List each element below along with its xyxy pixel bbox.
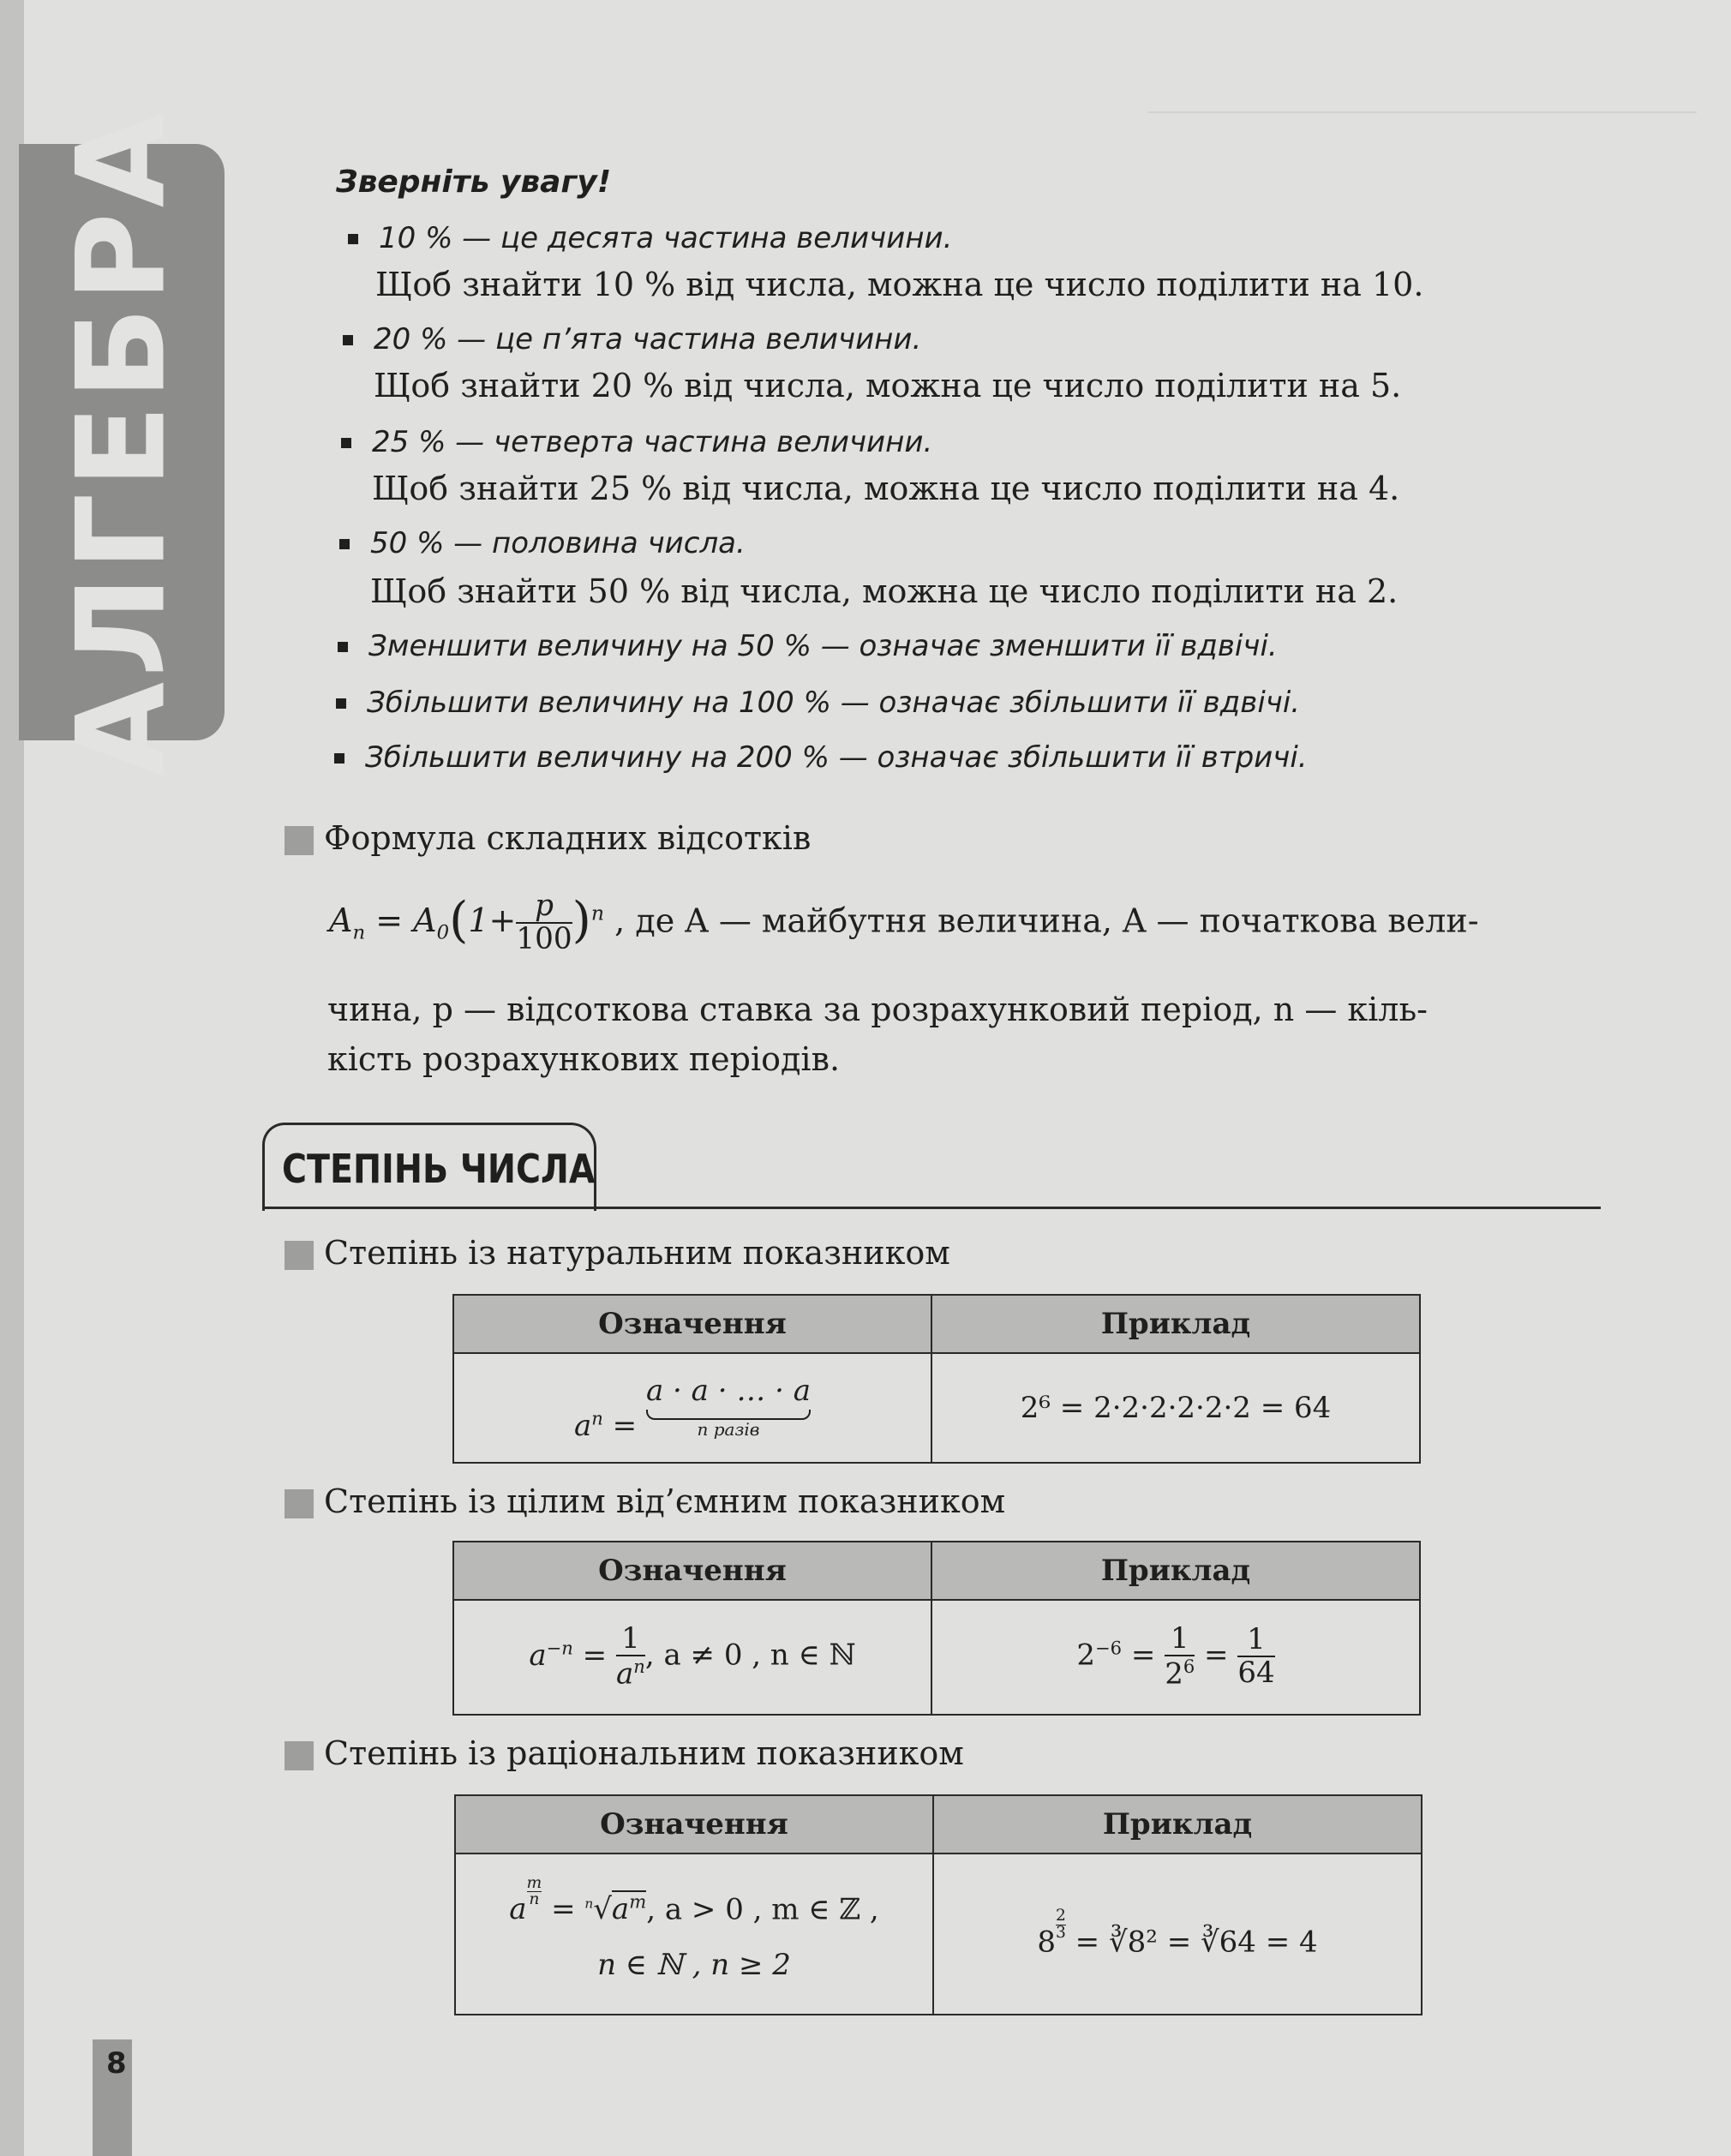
tip-50-percent: Щоб знайти 50 % від числа, можна це число поділити на 2. [370, 572, 1399, 610]
heading-marker [285, 1241, 314, 1270]
col-example: Приклад [931, 1542, 1420, 1600]
col-definition: Означення [453, 1542, 931, 1600]
heading-marker [285, 1741, 314, 1770]
natural-table [452, 1294, 1421, 1464]
rational-definition: a $\frac{m}{n} = ^n√a^m$, a > 0 , m ∈ ℤ , n ∈ ℕ , n ≥ 2 [455, 1854, 933, 2015]
rational-example-cell: 8 $\frac{2}{3}$ = ∛8² = ∛64 = 4 [933, 1854, 1422, 2015]
section-title: СТЕПІНЬ ЧИСЛА [282, 1146, 596, 1192]
section-header [262, 1123, 596, 1211]
note-decrease-50: Зменшити величину на 50 % — означає зменшити її вдвічі. [368, 629, 1278, 663]
rational-heading: Степінь із раціональним показником [324, 1734, 964, 1772]
note-increase-100: Збільшити величину на 100 % — означає збільшити її вдвічі. [367, 686, 1301, 720]
note-25-percent: 25 % — четверта частина величини. [372, 425, 933, 459]
heading-marker [285, 1489, 314, 1518]
note-50-percent: 50 % — половина числа. [370, 526, 746, 560]
rational-table [454, 1794, 1423, 2015]
negative-condition: , a ≠ 0 , n ∈ ℕ [644, 1638, 856, 1673]
compound-formula-line [329, 891, 1479, 956]
natural-heading: Степінь із натуральним показником [324, 1234, 950, 1272]
note-10-percent: 10 % — це десята частина величини. [379, 221, 953, 255]
heading-marker [285, 826, 314, 855]
compound-heading: Формула складних відсотків [324, 819, 812, 857]
bleed-through [1148, 111, 1697, 284]
compound-line3: кість розрахункових періодів. [327, 1040, 841, 1078]
col-definition: Означення [455, 1795, 933, 1854]
col-example: Приклад [931, 1295, 1420, 1353]
side-tab [19, 108, 225, 776]
section-rule [262, 1207, 1601, 1209]
tip-10-percent: Щоб знайти 10 % від числа, можна це число поділити на 10. [375, 266, 1424, 303]
page-number: 8 [106, 2046, 127, 2081]
col-example: Приклад [933, 1795, 1422, 1854]
tip-20-percent: Щоб знайти 20 % від числа, можна це число поділити на 5. [374, 367, 1402, 404]
note-20-percent: 20 % — це п’ята частина величини. [374, 322, 922, 356]
tip-25-percent: Щоб знайти 25 % від числа, можна це число поділити на 4. [372, 470, 1400, 507]
brace-label: n разів [697, 1418, 760, 1440]
compound-line2: чина, p — відсоткова ставка за розрахунковий період, n — кіль- [327, 991, 1428, 1028]
formula: $A_n = A_0(1+$ $\frac{p}{100}$ )$^n$ [329, 889, 605, 956]
note-increase-200: Збільшити величину на 200 % — означає збільшити її втричі. [365, 740, 1308, 775]
compound-line1-text: , де A — майбутня величина, A — початкова вели- [614, 901, 1479, 940]
col-definition: Означення [453, 1295, 931, 1353]
attention-title: Зверніть увагу! [336, 165, 612, 200]
rational-condition-1: , a > 0 , m ∈ ℤ , [646, 1892, 879, 1927]
negative-example: $2^{-6}$ = $\frac{1}{2^6}$ = $\frac{1}{64}$ [931, 1600, 1420, 1715]
natural-example: 2⁶ = 2·2·2·2·2·2 = 64 [931, 1353, 1420, 1463]
negative-table [452, 1541, 1421, 1716]
rational-condition-2: n ∈ ℕ , n ≥ 2 [597, 1947, 791, 1982]
natural-definition: $a^n = a \cdot a$ · … · a n разів [453, 1353, 931, 1463]
rational-example: = ∛8² = ∛64 = 4 [1075, 1925, 1318, 1960]
negative-heading: Степінь із цілим від’ємним показником [324, 1482, 1006, 1520]
negative-definition: $a^{-n}$ = $\frac{1}{a^n}$ , a ≠ 0 , n ∈ ℕ [453, 1600, 931, 1715]
side-tab-label: АЛГЕБРА [51, 108, 193, 776]
